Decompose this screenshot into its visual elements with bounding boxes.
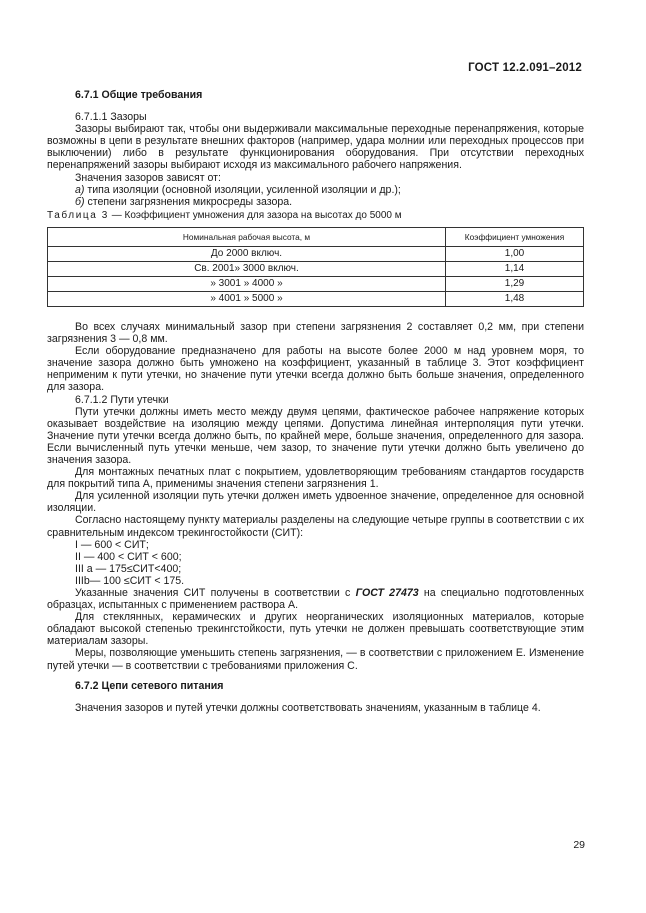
list-marker: а) <box>75 183 85 196</box>
page-number: 29 <box>573 839 585 851</box>
list-item-text: типа изоляции (основной изоляции, усиленной изоляции и др.); <box>87 183 401 196</box>
table-caption-text: — Коэффициент умножения для зазора на высотах до 5000 м <box>111 209 402 221</box>
table-cell-height: » 3001 » 4000 » <box>48 276 446 291</box>
list-item <box>47 196 584 208</box>
paragraph: Для монтажных печатных плат с покрытием, удовлетворяющим требованиям стандартов государств для покрытий типа А, применимы значения степени загрязнения 1. <box>47 466 584 491</box>
document-code: ГОСТ 12.2.091–2012 <box>468 62 582 74</box>
table-cell-height: До 2000 включ. <box>48 246 446 261</box>
table-cell-coefficient: 1,29 <box>446 276 584 291</box>
column-header-height: Номинальная рабочая высота, м <box>48 227 446 246</box>
subsection-title-6-7-1-1: 6.7.1.1 Зазоры <box>75 111 147 124</box>
paragraph <box>47 587 584 611</box>
table-row <box>48 291 584 306</box>
paragraph: Пути утечки должны иметь место между двумя цепями, фактическое рабочее напряжение которых оказывает воздействие на изоляцию между цепями. Допустима линейная интерполяция пути утечки. Значение пути утечки всегда должно быть, по крайней мере, больше значения, определенного для зазора. Если вычисленный путь утечки меньше, чем зазор, то значение пути утечки должно быть увеличено до значения зазора. <box>47 405 584 466</box>
paragraph: Для усиленной изоляции путь утечки должен иметь удвоенное значение, определенное для основной изоляции. <box>47 490 584 515</box>
table-caption <box>47 210 584 222</box>
paragraph-text: Указанные значения СИТ получены в соответствии с <box>75 587 351 599</box>
paragraph: Зазоры выбирают так, чтобы они выдерживали максимальные переходные перенапряжения, которые возможны в цепи в результате внешних факторов (например, удара молнии или переходных процессов при выключении) либо в результате функционирования оборудования. При отсутствии переходных перенапряжений зазоры выбирают исходя из максимального рабочего напряжения. <box>47 123 584 172</box>
table-cell-coefficient: 1,48 <box>446 291 584 306</box>
paragraph: Меры, позволяющие уменьшить степень загрязнения, — в соответствии с приложением Е. Изменение путей утечки — в соответствии с требованиями приложения С. <box>47 647 584 672</box>
table-header-row <box>48 227 584 246</box>
paragraph: Если оборудование предназначено для работы на высоте более 2000 м над уровнем моря, то значение зазора должно быть умножено на коэффициент, указанный в таблице 3. Этот коэффициент неприменим к пути утечки, но значение пути утечки всегда должно быть больше значения, определенного для зазора. <box>47 345 584 394</box>
section-title-6-7-2: 6.7.2 Цепи сетевого питания <box>75 679 224 692</box>
list-marker: б) <box>75 195 85 208</box>
list-item-text: степени загрязнения микросреды зазора. <box>87 195 293 208</box>
cti-group-item: II — 400 < СИТ < 600; <box>75 550 182 563</box>
section-title-6-7-1: 6.7.1 Общие требования <box>75 89 203 101</box>
cti-group-item: I — 600 < СИТ; <box>75 538 149 551</box>
paragraph: Значения зазоров зависят от: <box>75 171 221 184</box>
altitude-coefficient-table <box>47 227 584 307</box>
list-item <box>47 184 584 196</box>
page-content <box>47 89 584 714</box>
column-header-coefficient: Коэффициент умножения <box>446 227 584 246</box>
table-row <box>48 246 584 261</box>
cti-group-item: IIIb— 100 ≤СИТ < 175. <box>75 574 185 587</box>
table-cell-coefficient: 1,00 <box>446 246 584 261</box>
table-row <box>48 276 584 291</box>
paragraph: Во всех случаях минимальный зазор при степени загрязнения 2 составляет 0,2 мм, при степени загрязнения 3 — 0,8 мм. <box>47 320 584 346</box>
table-cell-coefficient: 1,14 <box>446 261 584 276</box>
paragraph: Значения зазоров и путей утечки должны соответствовать значениям, указанным в таблице 4. <box>75 701 541 714</box>
table-cell-height: Св. 2001» 3000 включ. <box>48 261 446 276</box>
cti-group-item: III a — 175≤СИТ<400; <box>75 562 182 575</box>
table-cell-height: » 4001 » 5000 » <box>48 291 446 306</box>
paragraph-text: на специально подготовленных образцах, испытанных с применением раствора А. <box>47 587 584 612</box>
standard-reference: ГОСТ 27473 <box>355 587 419 599</box>
paragraph: Согласно настоящему пункту материалы разделены на следующие четыре группы в соответствии с их сравнительным индексом трекингостойкости (СИТ): <box>47 514 584 539</box>
paragraph: Для стеклянных, керамических и других неорганических изоляционных материалов, которые обладают высокой степенью трекингстойкости, путь утечки не должен превышать соответствующие этим материалам зазоры. <box>47 611 584 648</box>
table-row <box>48 261 584 276</box>
table-caption-label: Таблица 3 <box>47 209 109 221</box>
subsection-title-6-7-1-2: 6.7.1.2 Пути утечки <box>75 393 169 406</box>
